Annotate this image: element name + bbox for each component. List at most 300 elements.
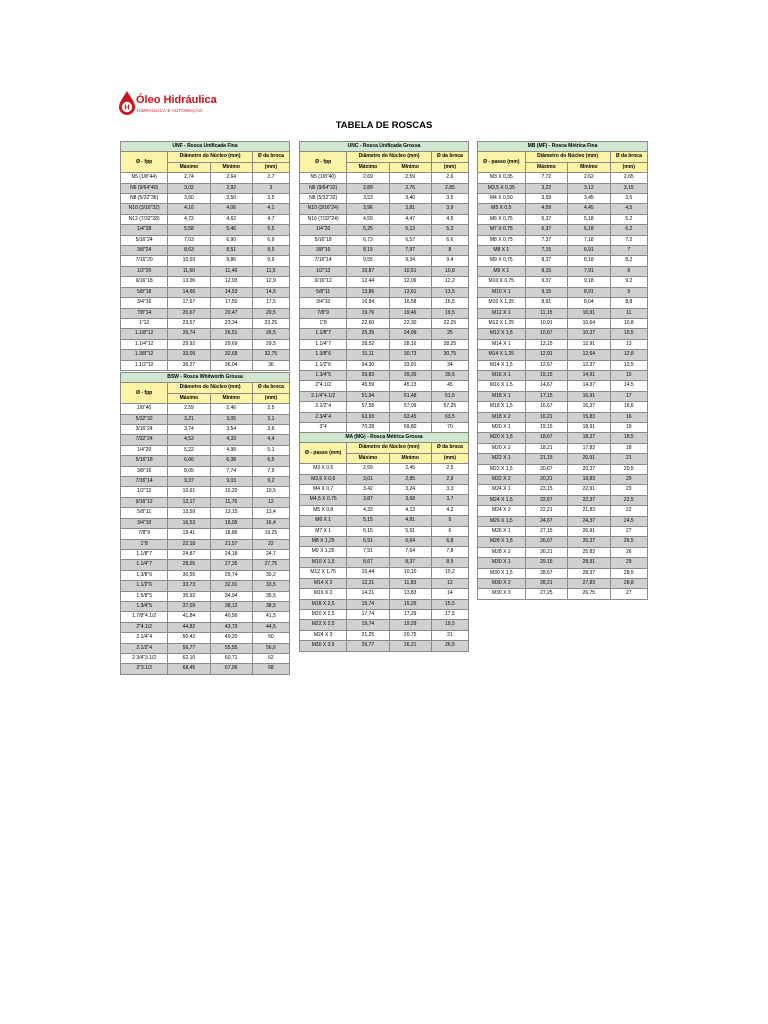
table-cell: 1/2"13 xyxy=(300,266,347,276)
table-cell: 6,90 xyxy=(210,235,252,245)
table-cell: 23 xyxy=(610,485,647,495)
table-cell: 1"12 xyxy=(121,318,168,328)
table-cell: 51,94 xyxy=(347,391,389,401)
table-cell: 16,05 xyxy=(210,518,252,528)
table-cell: 10,5 xyxy=(610,329,647,339)
table-cell: 1/4"20 xyxy=(300,225,347,235)
table-cell: 15,5 xyxy=(431,599,468,609)
table-cell: 7/32"24 xyxy=(121,435,168,445)
table-row xyxy=(121,643,290,653)
table-cell: 15,29 xyxy=(389,599,431,609)
table-cell: 26,67 xyxy=(525,537,568,547)
table-cell: 10,51 xyxy=(389,266,431,276)
table-cell: 4,5 xyxy=(431,214,468,224)
table-cell: 57,58 xyxy=(347,402,389,412)
table-cell: 3/8"16 xyxy=(300,246,347,256)
table-row xyxy=(300,609,469,619)
table-cell: 24,7 xyxy=(252,549,289,559)
table-cell: 12 xyxy=(431,578,468,588)
table-cell: 1/4"20 xyxy=(121,445,168,455)
table-cell: 29,15 xyxy=(525,558,568,568)
table-cell: M20 X 1 xyxy=(478,422,526,432)
table-cell: 32,75 xyxy=(252,350,289,360)
column-header-unit: (mm) xyxy=(431,453,468,463)
table-cell: 3,54 xyxy=(210,425,252,435)
table-cell: 12,37 xyxy=(568,360,611,370)
table-cell: 18,37 xyxy=(568,433,611,443)
table-cell: 1.1/2"6 xyxy=(121,581,168,591)
table-cell: 51,48 xyxy=(389,391,431,401)
column-header-drill: Ø da broca xyxy=(431,152,468,162)
table-row xyxy=(121,204,290,214)
table-cell: 15,83 xyxy=(568,412,611,422)
table-cell: 20,5 xyxy=(252,308,289,318)
table-cell: M24 X 1 xyxy=(478,485,526,495)
table-cell: M24 X 2 xyxy=(478,506,526,516)
table-row xyxy=(121,318,290,328)
table-title: MA (MG) - Rosca Métrica Grossa xyxy=(300,433,469,443)
table-cell: 10,20 xyxy=(210,487,252,497)
table-cell: 9,15 xyxy=(525,287,568,297)
table-cell: 3,6 xyxy=(252,425,289,435)
table-cell: 26 xyxy=(610,547,647,557)
table-cell: 1.1/8"7 xyxy=(121,549,168,559)
table-cell: 13,15 xyxy=(210,508,252,518)
table-cell: 4,33 xyxy=(210,435,252,445)
table-row xyxy=(121,518,290,528)
table-cell: 26,5 xyxy=(252,329,289,339)
table-cell: 2,74 xyxy=(168,173,210,183)
table-cell: 2.1/2"4 xyxy=(300,402,347,412)
table-cell: 3,96 xyxy=(347,204,389,214)
table-cell: 12,9 xyxy=(252,277,289,287)
table-cell: 16 xyxy=(610,412,647,422)
table-row xyxy=(478,537,648,547)
table-cell: 15,15 xyxy=(525,370,568,380)
table-cell: 26,75 xyxy=(568,589,611,599)
table-row xyxy=(478,568,648,578)
table-cell: 33,91 xyxy=(389,360,431,370)
table-row xyxy=(478,527,648,537)
table-row xyxy=(300,318,469,328)
table-cell: 1.3/8"6 xyxy=(121,570,168,580)
table-cell: 23,57 xyxy=(168,318,210,328)
column-header-unit: (mm) xyxy=(431,162,468,172)
table-cell: 24,37 xyxy=(568,516,611,526)
table-cell: 10,91 xyxy=(525,318,568,328)
table-cell: 2,59 xyxy=(168,404,210,414)
table-cell: 3/16"24 xyxy=(121,425,168,435)
table-cell: M16 X 1,5 xyxy=(478,381,526,391)
table-cell: 28,37 xyxy=(568,568,611,578)
table-cell: 12,91 xyxy=(568,339,611,349)
table-row xyxy=(300,381,469,391)
table-cell: 7/8"9 xyxy=(300,308,347,318)
table-cell: 5,13 xyxy=(389,225,431,235)
table-cell: M26 X 1,5 xyxy=(478,516,526,526)
table-cell: 18,86 xyxy=(210,529,252,539)
table-cell: 14,5 xyxy=(252,287,289,297)
table-row xyxy=(300,256,469,266)
table-cell: 26,37 xyxy=(568,537,611,547)
table-cell: 12,8 xyxy=(610,350,647,360)
table-cell: 1.7/8"4.1/2 xyxy=(121,612,168,622)
table-cell: 1/2"12 xyxy=(121,487,168,497)
table-cell: 3,05 xyxy=(210,414,252,424)
table-cell: M28 X 2 xyxy=(478,547,526,557)
table-row xyxy=(300,516,469,526)
table-cell: 21 xyxy=(610,454,647,464)
table-cell: 67,06 xyxy=(210,664,252,674)
table-cell: 6,6 xyxy=(431,235,468,245)
table-cell: 8,64 xyxy=(568,298,611,308)
table-cell: M5 X 0,5 xyxy=(478,204,526,214)
table-cell: N5 (1/8"44) xyxy=(121,173,168,183)
table-cell: 20,5 xyxy=(610,464,647,474)
table-cell: 3,9 xyxy=(431,204,468,214)
table-cell: 29 xyxy=(610,558,647,568)
table-cell: 7,37 xyxy=(525,235,568,245)
table-row xyxy=(478,360,648,370)
table-cell: 49,20 xyxy=(210,633,252,643)
table-cell: 18,21 xyxy=(525,443,568,453)
table-cell: M12 X 1,25 xyxy=(478,318,526,328)
table-row xyxy=(478,225,648,235)
table-cell: M10 X 1,25 xyxy=(478,298,526,308)
table-cell: 3,68 xyxy=(389,495,431,505)
table-cell: M30 X 3,5 xyxy=(300,641,347,651)
table-cell: 16,6 xyxy=(610,402,647,412)
oil-drop-icon xyxy=(118,90,136,116)
table-cell: 18 xyxy=(610,443,647,453)
table-cell: 26,5 xyxy=(610,537,647,547)
table-cell: 15 xyxy=(610,370,647,380)
table-cell: M7 X 0,75 xyxy=(478,225,526,235)
table-cell: N10 (3/16"24) xyxy=(300,204,347,214)
table-cell: 11,46 xyxy=(210,266,252,276)
table-cell: 22,37 xyxy=(568,495,611,505)
table-cell: 5/16"18 xyxy=(121,456,168,466)
table-cell: 3/8"16 xyxy=(121,466,168,476)
table-cell: 3,7 xyxy=(431,495,468,505)
table-cell: 22 xyxy=(252,539,289,549)
table-cell: 16,21 xyxy=(525,412,568,422)
brand-name: Óleo Hidráulica xyxy=(136,94,217,106)
table-cell: M22 X 1 xyxy=(478,454,526,464)
table-cell: 51,5 xyxy=(431,391,468,401)
table-cell: 2"4.1/2 xyxy=(300,381,347,391)
table-cell: 11 xyxy=(610,308,647,318)
table-cell: 10,61 xyxy=(168,487,210,497)
table-cell: 40,56 xyxy=(210,612,252,622)
table-cell: 12,2 xyxy=(431,277,468,287)
table-row xyxy=(478,183,648,193)
table-cell: 19,5 xyxy=(431,620,468,630)
table-title: BSW - Rosca Whitworth Grossa xyxy=(121,373,290,383)
table-cell: 6,9 xyxy=(252,235,289,245)
table-cell: 19,25 xyxy=(252,529,289,539)
table-cell: 60,71 xyxy=(210,653,252,663)
table-cell: M3,5 X 0,35 xyxy=(478,183,526,193)
table-cell: 11,76 xyxy=(210,497,252,507)
column-header-core-diameter: Diâmetro do Núcleo (mm) xyxy=(347,443,432,453)
column-header-max: Máximo xyxy=(347,162,389,172)
table-row xyxy=(300,235,469,245)
table-cell: 5,58 xyxy=(168,225,210,235)
table-cell: 9,4 xyxy=(431,256,468,266)
table-cell: 1"8 xyxy=(300,318,347,328)
table-cell: 3,60 xyxy=(168,194,210,204)
table-cell: 2,6 xyxy=(431,173,468,183)
table-cell: M8 X 1 xyxy=(478,246,526,256)
column-header-min: Mínimo xyxy=(210,393,252,403)
table-cell: M26 X 1 xyxy=(478,527,526,537)
table-row xyxy=(478,266,648,276)
table-cell: 17,5 xyxy=(431,609,468,619)
table-cell: 8 xyxy=(610,266,647,276)
table-row xyxy=(121,477,290,487)
table-cell: M3 X 0,35 xyxy=(478,173,526,183)
table-row xyxy=(300,505,469,515)
table-cell: 3,5 xyxy=(431,194,468,204)
table-row xyxy=(478,516,648,526)
table-cell: 26,77 xyxy=(347,641,389,651)
table-cell: 27 xyxy=(610,527,647,537)
table-cell: 36 xyxy=(252,360,289,370)
table-cell: 5/8"11 xyxy=(300,287,347,297)
unc-table xyxy=(299,141,469,433)
table-cell: 57,25 xyxy=(431,402,468,412)
table-cell: 19,29 xyxy=(389,620,431,630)
table-cell: M30 X 1 xyxy=(478,558,526,568)
table-cell: 17,29 xyxy=(389,609,431,619)
brand-tagline: HIDRÁULICA E AUTOMAÇÃO xyxy=(137,108,203,113)
column-header-core-diameter: Diâmetro do Núcleo (mm) xyxy=(525,152,610,162)
table-row xyxy=(478,485,648,495)
table-cell: 6,18 xyxy=(568,225,611,235)
table-cell: 45 xyxy=(431,381,468,391)
table-row xyxy=(478,381,648,391)
table-cell: 4,53 xyxy=(168,435,210,445)
table-cell: 14,21 xyxy=(347,589,389,599)
table-row xyxy=(478,547,648,557)
svg-text:H: H xyxy=(124,102,130,112)
table-row xyxy=(478,464,648,474)
table-cell: 4,13 xyxy=(389,505,431,515)
table-row xyxy=(478,204,648,214)
table-cell: 19,5 xyxy=(431,308,468,318)
table-row xyxy=(121,487,290,497)
table-row xyxy=(121,339,290,349)
table-cell: 12,21 xyxy=(347,578,389,588)
table-cell: 3,22 xyxy=(525,183,568,193)
table-cell: 3,53 xyxy=(347,194,389,204)
table-cell: 63,45 xyxy=(389,412,431,422)
table-cell: M22 X 2,5 xyxy=(300,620,347,630)
table-cell: 3/4"16 xyxy=(121,298,168,308)
column-header-min: Mínimo xyxy=(389,162,431,172)
table-cell: 26,91 xyxy=(568,527,611,537)
table-cell: 13 xyxy=(610,339,647,349)
table-cell: 27,83 xyxy=(568,579,611,589)
table-cell: 5,37 xyxy=(525,214,568,224)
column-header-min: Mínimo xyxy=(389,453,431,463)
table-row xyxy=(478,589,648,599)
table-cell: 8,37 xyxy=(525,256,568,266)
table-cell: 3,40 xyxy=(389,194,431,204)
table-cell: 26,74 xyxy=(168,329,210,339)
table-cell: 9,2 xyxy=(610,277,647,287)
table-cell: 62 xyxy=(252,653,289,663)
table-cell: 12,17 xyxy=(168,497,210,507)
table-cell: 39,83 xyxy=(347,370,389,380)
table-row xyxy=(121,508,290,518)
table-cell: 11,15 xyxy=(525,308,568,318)
table-cell: 6,91 xyxy=(568,246,611,256)
table-cell: M24 X 3 xyxy=(300,630,347,640)
table-cell: M5 X 0,8 xyxy=(300,505,347,515)
table-row xyxy=(300,277,469,287)
column-header-size: Ø - fpp xyxy=(300,152,347,173)
table-cell: M14 X 1,25 xyxy=(478,350,526,360)
table-cell: 55,55 xyxy=(210,643,252,653)
table-cell: M20 X 2,5 xyxy=(300,609,347,619)
table-cell: 3/8"24 xyxy=(121,246,168,256)
table-cell: 2,92 xyxy=(210,183,252,193)
table-cell: 45,13 xyxy=(389,381,431,391)
table-cell: 11,60 xyxy=(168,266,210,276)
table-row xyxy=(121,622,290,632)
table-cell: 12,44 xyxy=(347,277,389,287)
table-row xyxy=(300,537,469,547)
table-cell: 28,16 xyxy=(389,339,431,349)
column-header-drill: Ø da broca xyxy=(252,152,289,162)
ma-table xyxy=(299,432,469,652)
table-cell: M16 X 2 xyxy=(300,589,347,599)
table-row xyxy=(121,414,290,424)
table-cell: 13,4 xyxy=(252,508,289,518)
table-cell: 17,50 xyxy=(210,298,252,308)
table-cell: 28,8 xyxy=(610,579,647,589)
table-row xyxy=(121,581,290,591)
table-cell: 3,5 xyxy=(252,194,289,204)
table-row xyxy=(121,445,290,455)
table-cell: 8,18 xyxy=(568,256,611,266)
table-cell: 8,5 xyxy=(252,246,289,256)
table-cell: 8 xyxy=(431,246,468,256)
table-cell: 24,5 xyxy=(610,516,647,526)
table-cell: 6,8 xyxy=(431,537,468,547)
table-cell: 2,64 xyxy=(210,173,252,183)
table-cell: 22,60 xyxy=(347,318,389,328)
table-cell: 33,5 xyxy=(252,581,289,591)
table-cell: M3 X 0,5 xyxy=(300,464,347,474)
table-row xyxy=(300,339,469,349)
table-cell: 21 xyxy=(431,630,468,640)
table-cell: 35,92 xyxy=(168,591,210,601)
table-cell: M10 X 1,5 xyxy=(300,557,347,567)
table-cell: 6,38 xyxy=(210,456,252,466)
table-cell: 9,18 xyxy=(568,277,611,287)
table-cell: 27,35 xyxy=(210,560,252,570)
table-cell: 44,5 xyxy=(252,622,289,632)
table-cell: 21,15 xyxy=(525,454,568,464)
table-cell: 7,2 xyxy=(610,235,647,245)
table-row xyxy=(121,633,290,643)
table-row xyxy=(121,214,290,224)
table-cell: 4,1 xyxy=(252,204,289,214)
table-cell: M20 X 2 xyxy=(478,443,526,453)
table-cell: 7,15 xyxy=(525,246,568,256)
table-cell: 4,59 xyxy=(525,204,568,214)
table-cell: 19,76 xyxy=(347,308,389,318)
table-cell: 9,34 xyxy=(389,256,431,266)
bsw-table xyxy=(120,372,290,675)
table-cell: M12 X 1,5 xyxy=(478,329,526,339)
table-cell: M4,5 X 0,75 xyxy=(300,495,347,505)
table-row xyxy=(478,318,648,328)
table-row xyxy=(121,529,290,539)
table-row xyxy=(300,266,469,276)
table-cell: 57,09 xyxy=(389,402,431,412)
table-cell: 33,73 xyxy=(168,581,210,591)
table-cell: 28,21 xyxy=(525,579,568,589)
table-row xyxy=(121,329,290,339)
table-cell: 37,09 xyxy=(168,601,210,611)
table-row xyxy=(121,308,290,318)
table-cell: 5,5 xyxy=(252,225,289,235)
table-cell: 2,62 xyxy=(568,173,611,183)
table-row xyxy=(121,456,290,466)
table-title: UNC - Rosca Unificada Grossa xyxy=(300,142,469,152)
table-cell: 7/8"14 xyxy=(121,308,168,318)
table-cell: 7,8 xyxy=(431,547,468,557)
table-cell: 5,46 xyxy=(210,225,252,235)
column-header-core-diameter: Diâmetro do Núcleo (mm) xyxy=(168,152,253,162)
table-cell: 10,10 xyxy=(389,568,431,578)
table-row xyxy=(300,204,469,214)
table-cell: 7,74 xyxy=(210,466,252,476)
table-cell: 1"8 xyxy=(121,539,168,549)
column-header-size: Ø - passo (mm) xyxy=(300,443,347,464)
table-row xyxy=(121,539,290,549)
table-cell: 6,73 xyxy=(347,235,389,245)
table-cell: 68 xyxy=(252,664,289,674)
table-row xyxy=(121,435,290,445)
table-cell: 2,59 xyxy=(347,464,389,474)
table-cell: 25,35 xyxy=(347,329,389,339)
table-row xyxy=(121,601,290,611)
table-cell: 3/4"10 xyxy=(300,298,347,308)
table-cell: 8,05 xyxy=(168,466,210,476)
table-cell: 62,10 xyxy=(168,653,210,663)
table-row xyxy=(300,173,469,183)
table-cell: 6,57 xyxy=(389,235,431,245)
table-row xyxy=(478,579,648,589)
table-cell: 7,18 xyxy=(568,235,611,245)
column-header-core-diameter: Diâmetro do Núcleo (mm) xyxy=(347,152,432,162)
table-cell: 9/16"18 xyxy=(121,277,168,287)
table-cell: 22,5 xyxy=(610,495,647,505)
table-row xyxy=(300,630,469,640)
table-cell: 3"4 xyxy=(300,422,347,432)
table-cell: 4,7 xyxy=(252,214,289,224)
column-header-min: Mínimo xyxy=(568,162,611,172)
table-row xyxy=(478,475,648,485)
table-cell: 10,8 xyxy=(431,266,468,276)
table-cell: 12,91 xyxy=(525,350,568,360)
table-cell: M30 X 3 xyxy=(478,589,526,599)
